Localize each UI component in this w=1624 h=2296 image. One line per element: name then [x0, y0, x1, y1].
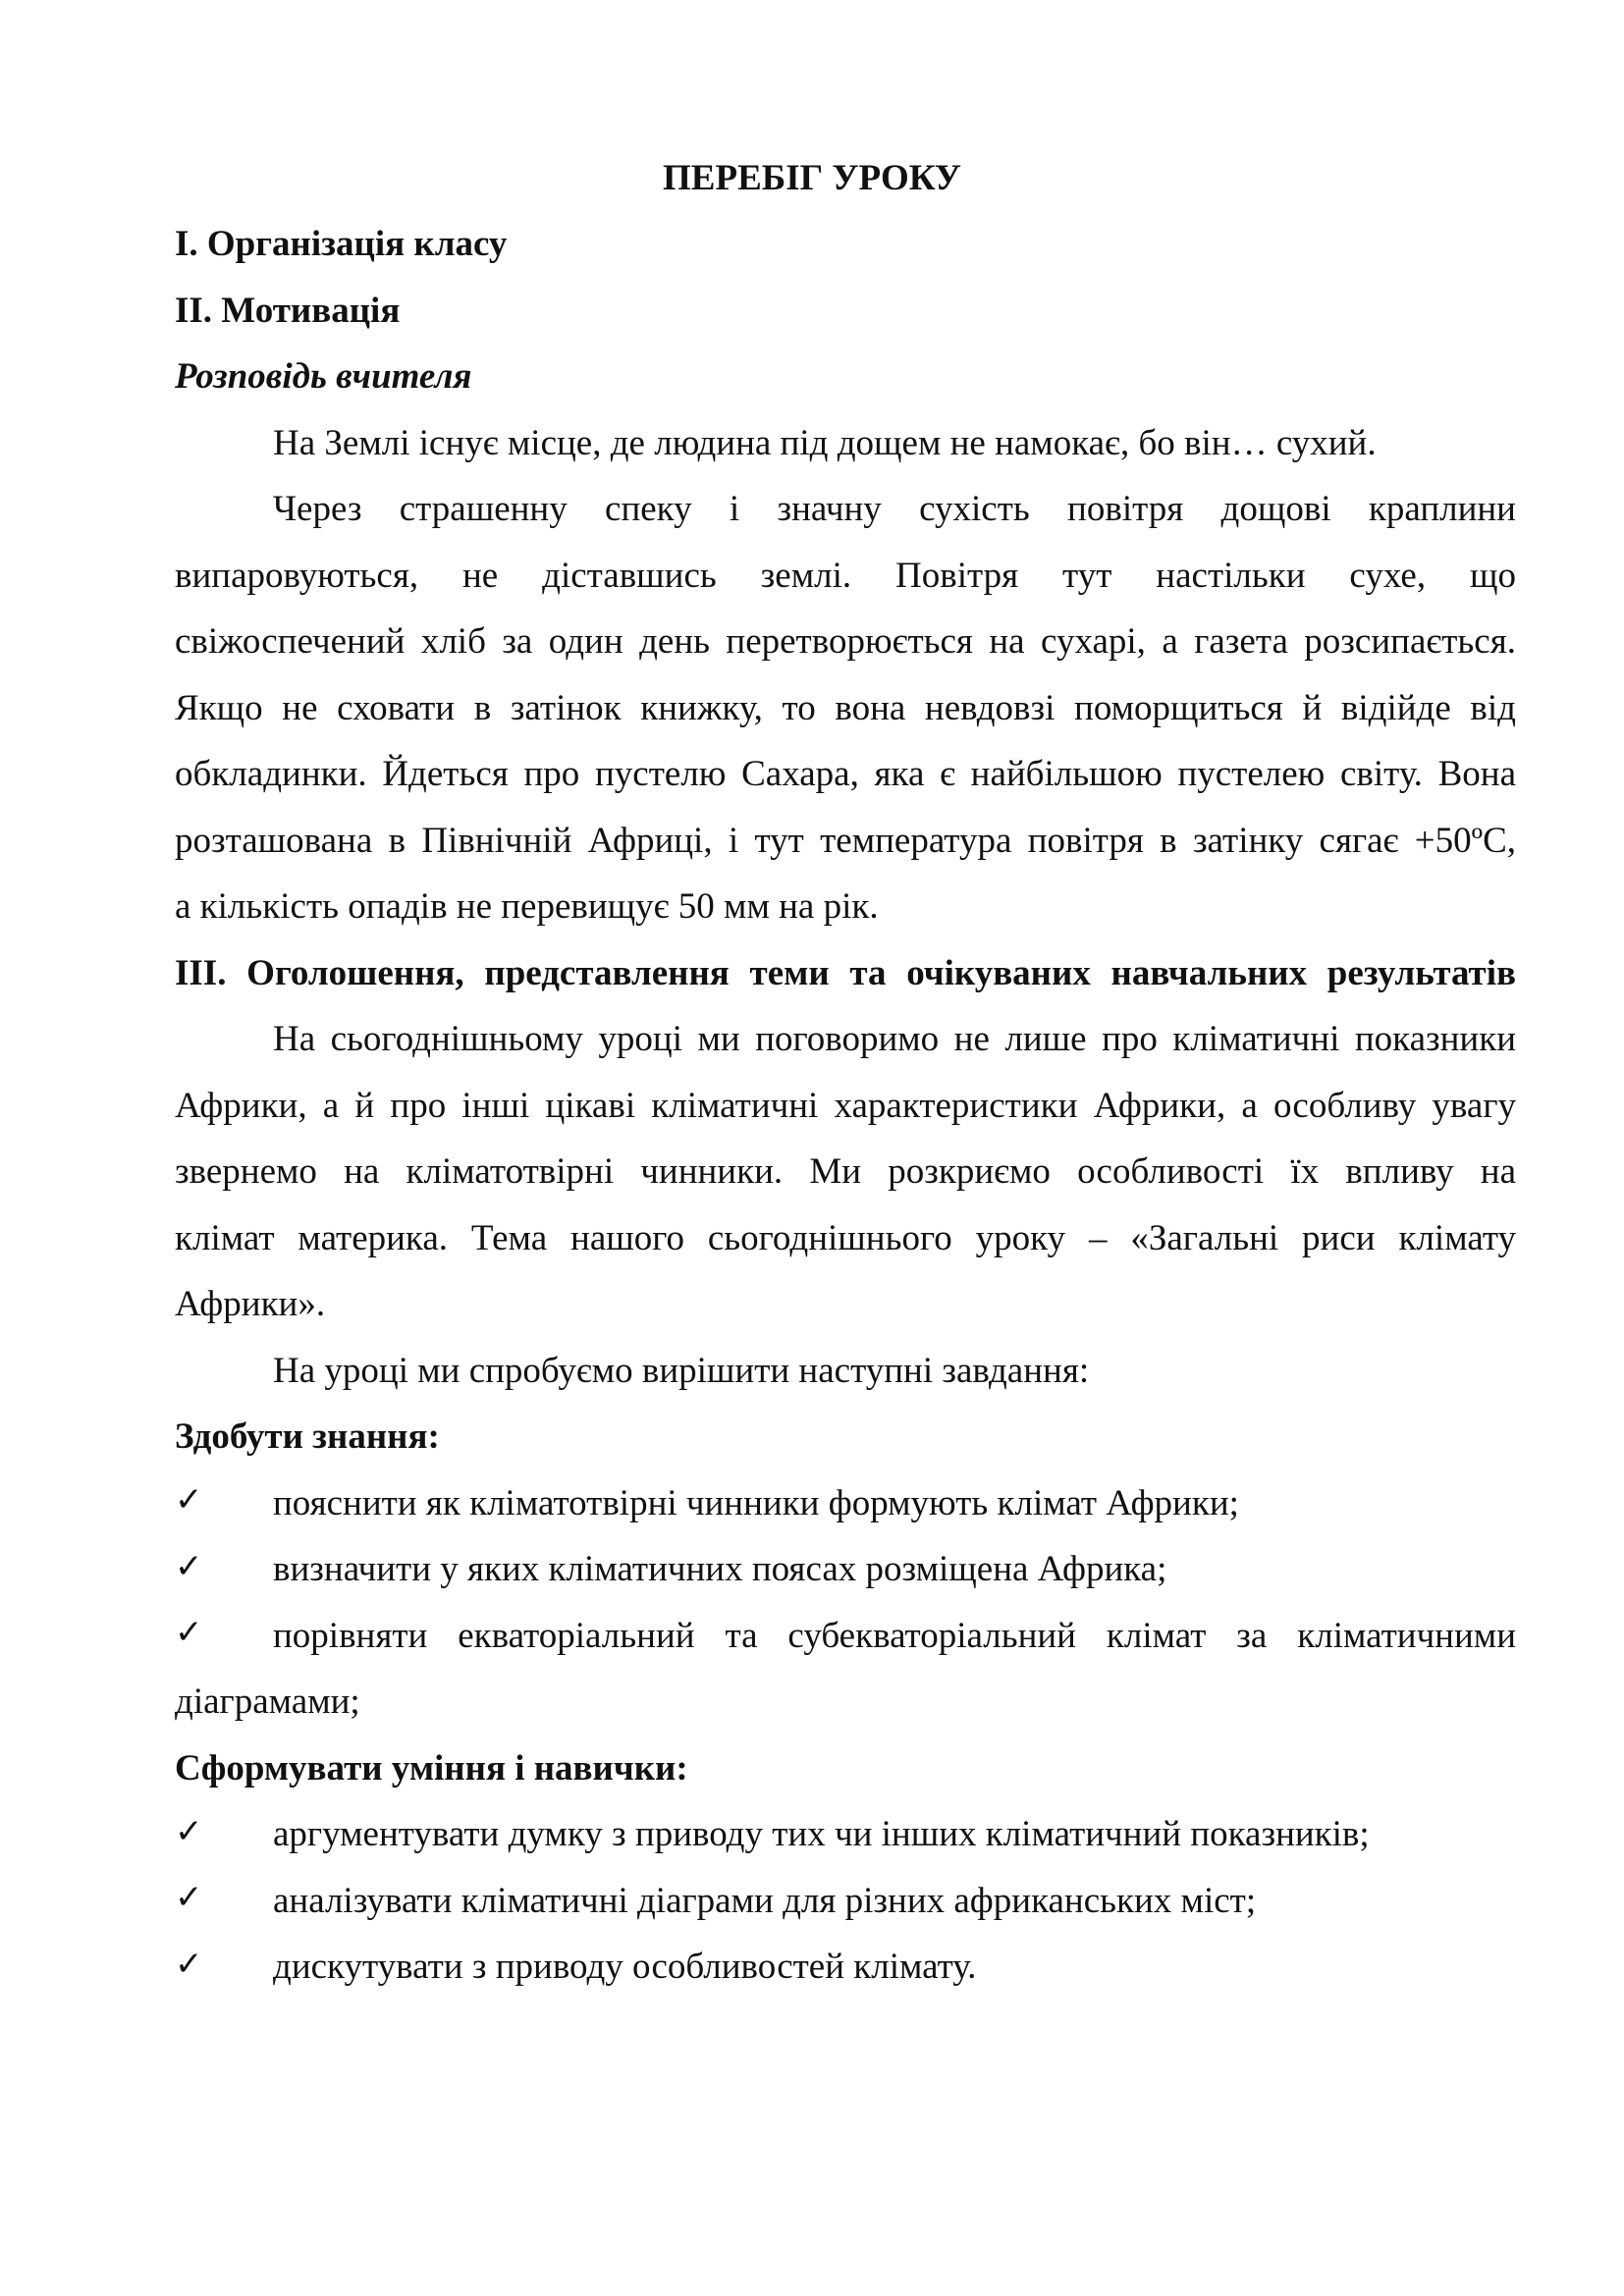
skills-item: аналізувати кліматичні діаграми для різних африканських міст; — [273, 1881, 1257, 1921]
section-heading-motivation: ІІ. Мотивація — [175, 291, 401, 331]
paragraph-sahara-line-1: Через страшенну спеку і значну сухість повітря дощові краплини — [273, 489, 1516, 529]
section-heading-announcement: ІІІ. Оголошення, представлення теми та очікуваних навчальних результатів — [175, 953, 1516, 993]
paragraph-lesson-line-3: звернемо на кліматотвірні чинники. Ми розкриємо особливості їх впливу на — [175, 1151, 1516, 1192]
skills-heading: Сформувати уміння і навички: — [175, 1748, 688, 1789]
checkmark-icon: ✓ — [175, 1878, 203, 1917]
paragraph-tasks-intro: На уроці ми спробуємо вирішити наступні завдання: — [273, 1351, 1090, 1391]
checkmark-icon: ✓ — [175, 1480, 203, 1520]
knowledge-item-continuation: діаграмами; — [175, 1682, 360, 1722]
paragraph-sahara-line-7: а кількість опадів не перевищує 50 мм на рік. — [175, 886, 879, 927]
paragraph-lesson-line-4: клімат материка. Тема нашого сьогоднішнього уроку – «Загальні риси клімату — [175, 1218, 1516, 1258]
checkmark-icon: ✓ — [175, 1547, 203, 1586]
paragraph-lesson-line-5: Африки». — [175, 1284, 326, 1324]
paragraph-sahara-line-5: обкладинки. Йдеться про пустелю Сахара, яка є найбільшою пустелею світу. Вона — [175, 754, 1516, 794]
knowledge-heading: Здобути знання: — [175, 1416, 440, 1457]
checkmark-icon: ✓ — [175, 1945, 203, 1984]
skills-item: дискутувати з приводу особливостей клімату. — [273, 1947, 977, 1987]
skills-item: аргументувати думку з приводу тих чи інших кліматичний показників; — [273, 1814, 1370, 1854]
paragraph-lesson-line-1: На сьогоднішньому уроці ми поговоримо не лише про кліматичні показники — [273, 1019, 1516, 1059]
checkmark-icon: ✓ — [175, 1613, 203, 1652]
paragraph-sahara-line-3: свіжоспечений хліб за один день перетворюється на сухарі, а газета розсипається. — [175, 621, 1516, 662]
knowledge-item: визначити у яких кліматичних поясах розміщена Африка; — [273, 1549, 1167, 1589]
knowledge-item: пояснити як кліматотвірні чинники формують клімат Африки; — [273, 1483, 1239, 1523]
teacher-story-label: Розповідь вчителя — [175, 356, 472, 397]
paragraph-sahara-line-4: Якщо не сховати в затінок книжку, то вона невдовзі поморщиться й відійде від — [175, 688, 1516, 728]
page-title: ПЕРЕБІГ УРОКУ — [663, 158, 961, 198]
paragraph-lesson-line-2: Африки, а й про інші цікаві кліматичні характеристики Африки, а особливу увагу — [175, 1086, 1516, 1126]
paragraph-sahara-line-2: випаровуються, не діставшись землі. Повітря тут настільки сухе, що — [175, 556, 1516, 596]
checkmark-icon: ✓ — [175, 1812, 203, 1851]
paragraph-intro: На Землі існує місце, де людина під дощем не намокає, бо він… сухий. — [273, 423, 1377, 463]
section-heading-organization: І. Організація класу — [175, 224, 508, 264]
knowledge-item: порівняти екваторіальний та субекваторіальний клімат за кліматичними — [273, 1616, 1516, 1656]
paragraph-sahara-line-6: розташована в Північній Африці, і тут температура повітря в затінку сягає +50ºС, — [175, 821, 1516, 861]
